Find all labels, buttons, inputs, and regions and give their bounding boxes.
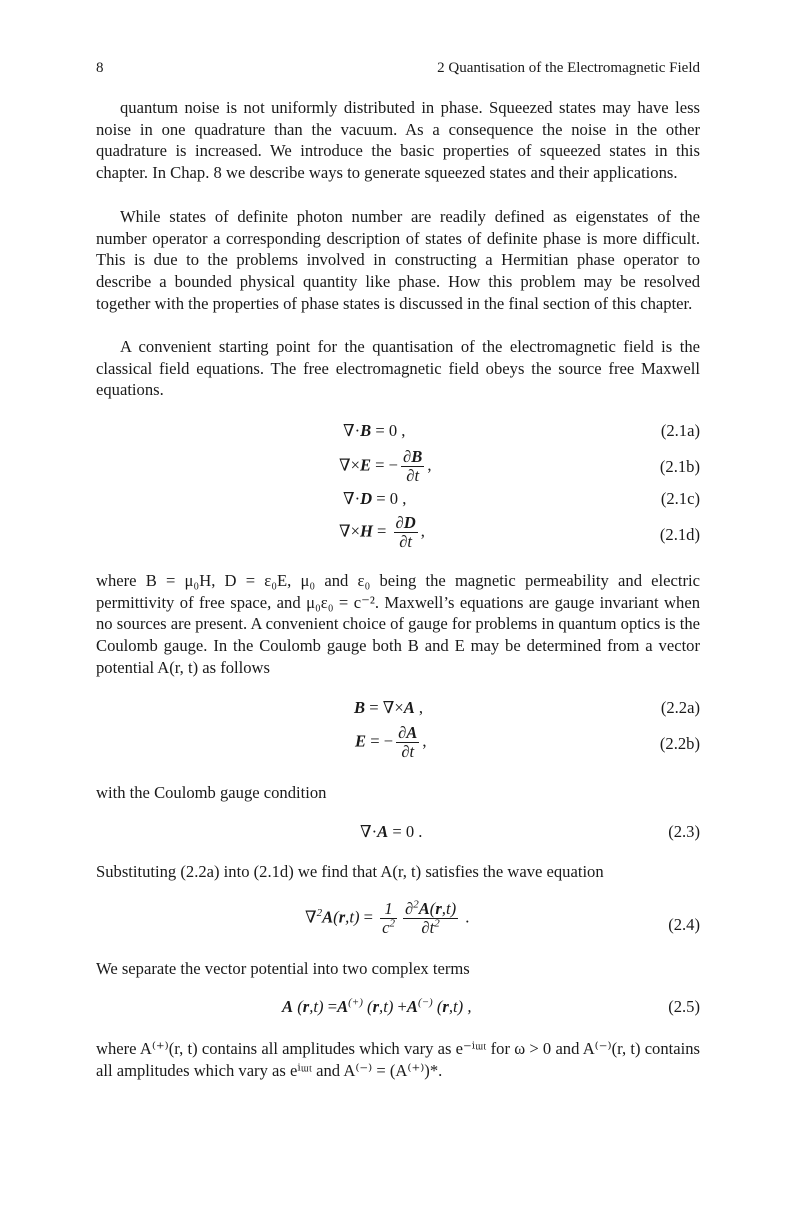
- equation-number: (2.1d): [659, 525, 700, 544]
- equation-number: (2.1b): [659, 457, 700, 476]
- equation-2-1c: ∇·D = 0 , (2.1c): [343, 489, 700, 508]
- equation-2-4: ∇$^2$A(r,t) = $\frac{1}{c^2}$ $\frac{\partial^2A(r,t)}{\partial t^2}$ . (2.4): [305, 898, 700, 937]
- equation-2-2b: E = − $\frac{\partial A}{\partial t}$ , (2.2b): [355, 723, 700, 761]
- equation-2-1b: ∇×E = − $\frac{\partial B}{\partial t}$ , (2.1b): [339, 447, 700, 485]
- equation-2-5: A (r,t) =A(+) (r,t) +A(−) (r,t) , (2.5): [282, 996, 700, 1016]
- page-header: [96, 60, 700, 82]
- paragraph-5: with the Coulomb gauge condition: [96, 783, 327, 802]
- equation-2-1a: ∇·B = 0 , (2.1a): [343, 421, 700, 440]
- equation-2-3: ∇·A = 0 . (2.3): [360, 822, 700, 841]
- paragraph-2: While states of definite photon number are readily defined as eigenstates of the number operator a corresponding description of states of definite phase is more difficult. This is due to the problems involved in constructing a Hermitian phase operator to describe a bounded physical quantity like phase. How this problem may be resolved together with the properties of phase states is discussed in the final section of this chapter.: [96, 207, 700, 313]
- running-head: 2 Quantisation of the Electromagnetic Field: [437, 60, 700, 76]
- equation-number: (2.4): [668, 915, 700, 934]
- equation-number: (2.1c): [660, 489, 700, 508]
- paragraph-3: A convenient starting point for the quantisation of the electromagnetic field is the classical field equations. The free electromagnetic field obeys the source free Maxwell equations.: [96, 337, 700, 400]
- equation-number: (2.1a): [660, 421, 700, 440]
- paragraph-8: where A⁽⁺⁾(r, t) contains all amplitudes which vary as e⁻ⁱᵚᵗ for ω > 0 and A⁽⁻⁾(r, t) contains all amplitudes which vary as eⁱᵚᵗ and A⁽⁻⁾ = (A⁽⁺⁾)*.: [96, 1039, 700, 1080]
- equation-2-1d: ∇×H = $\frac{\partial D}{\partial t}$ , (2.1d): [339, 513, 700, 551]
- paragraph-4: where B = μ₀H, D = ε₀E, μ₀ and ε₀ being the magnetic permeability and electric permittivity of free space, and μ₀ε₀ = c⁻². Maxwell’s equations are gauge invariant when no sources are present. A convenient choice of gauge for problems in quantum optics is the Coulomb gauge. In the Coulomb gauge both B and E may be determined from a vector potential A(r, t) as follows: [96, 571, 700, 677]
- paragraph-7: We separate the vector potential into two complex terms: [96, 959, 470, 978]
- equation-number: (2.5): [668, 997, 700, 1016]
- paragraph-6: Substituting (2.2a) into (2.1d) we find that A(r, t) satisfies the wave equation: [96, 862, 604, 881]
- page-number: 8: [96, 60, 104, 76]
- equation-2-2a: B = ∇×A , (2.2a): [354, 698, 700, 717]
- equation-number: (2.2a): [660, 698, 700, 717]
- equation-number: (2.2b): [659, 734, 700, 753]
- paragraph-1: quantum noise is not uniformly distributed in phase. Squeezed states may have less noise in one quadrature than the vacuum. As a consequence the noise in the other quadrature is increased. We introduce the basic properties of squeezed states in this chapter. In Chap. 8 we describe ways to generate squeezed states and their applications.: [96, 98, 700, 183]
- equation-number: (2.3): [668, 822, 700, 841]
